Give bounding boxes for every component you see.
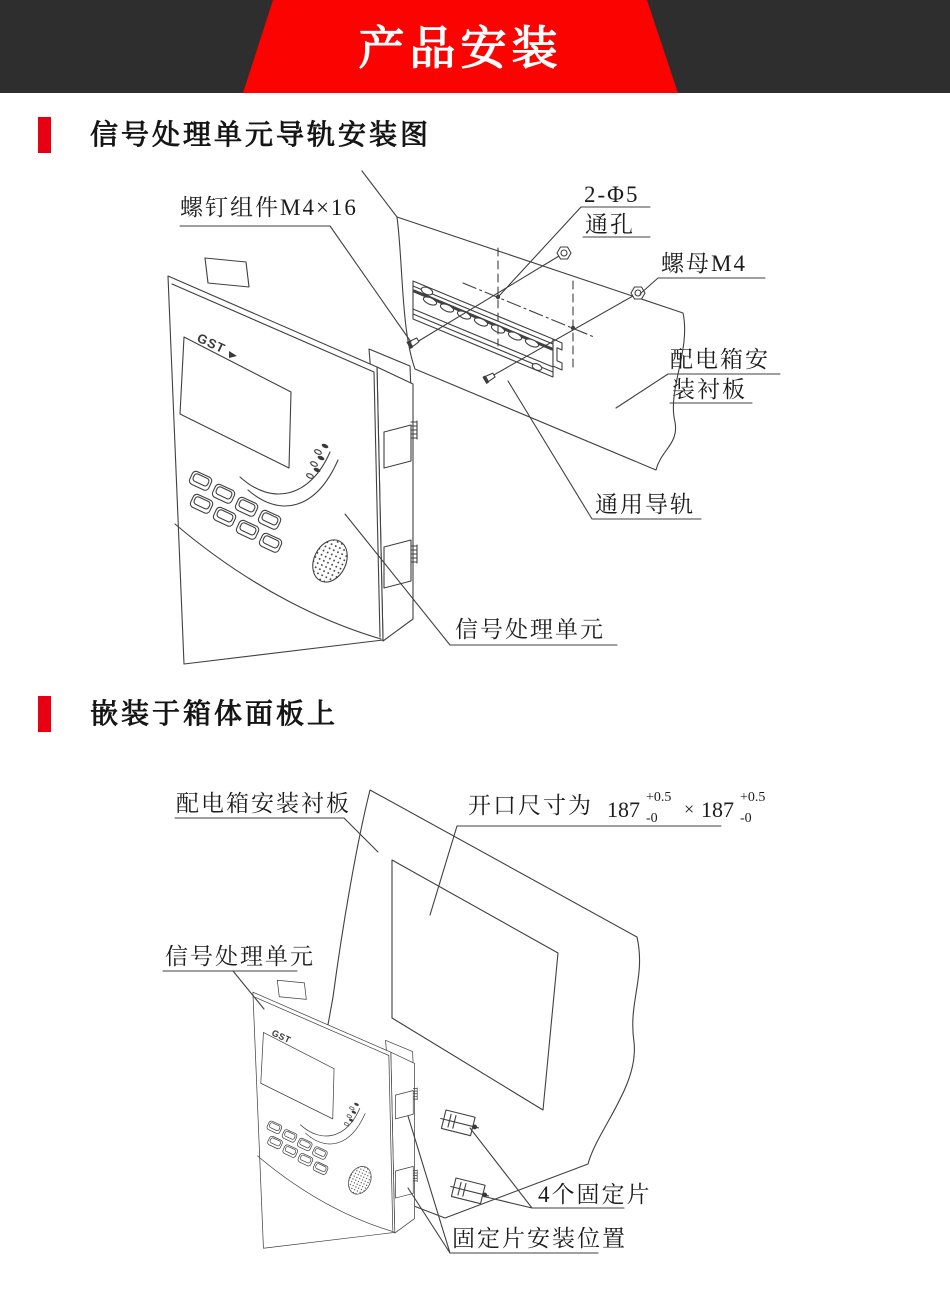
opening-dim-tol-minus2: -0	[740, 811, 752, 826]
through-hole	[571, 326, 575, 330]
opening-dim-tol-plus2: +0.5	[740, 790, 766, 805]
device-logo: GST	[270, 1027, 293, 1046]
panel-mount-diagram	[163, 790, 765, 1253]
label-through-hole-qty: 2-Φ5	[584, 182, 640, 207]
page-title: 产品安装	[358, 22, 563, 74]
section-title-panel: 嵌装于箱体面板上	[90, 698, 339, 729]
callout-nut	[640, 251, 765, 294]
label-unit: 信号处理单元	[455, 617, 605, 642]
opening-dim-value2: 187	[701, 797, 734, 822]
label-through-hole: 通孔	[585, 212, 635, 237]
label-opening-prefix: 开口尺寸为	[468, 793, 593, 818]
label-plate-line2: 装衬板	[672, 377, 747, 402]
callout-plate	[175, 791, 378, 852]
label-plate: 配电箱安装衬板	[176, 791, 351, 816]
label-clip-position: 固定片安装位置	[452, 1226, 627, 1251]
label-plate-line1: 配电箱安	[670, 347, 770, 372]
device-logo: GST	[194, 330, 229, 357]
rail-mount-diagram	[168, 171, 780, 664]
nut-icon	[557, 247, 571, 259]
callout-unit	[163, 944, 315, 1009]
label-rail: 通用导轨	[595, 492, 695, 517]
opening-dim-tol-minus: -0	[646, 811, 658, 826]
opening-dim-value: 187	[607, 797, 640, 822]
label-clips: 4个固定片	[538, 1182, 652, 1207]
nut-icon	[631, 287, 645, 299]
opening-dim-times: ×	[684, 799, 695, 819]
section-title-rail: 信号处理单元导轨安装图	[90, 119, 432, 150]
label-screw-assembly: 螺钉组件M4×16	[180, 195, 358, 220]
label-unit: 信号处理单元	[165, 944, 315, 969]
signal-unit-device	[168, 258, 417, 664]
label-nut: 螺母M4	[661, 251, 747, 276]
opening-dim-tol-plus: +0.5	[646, 790, 672, 805]
